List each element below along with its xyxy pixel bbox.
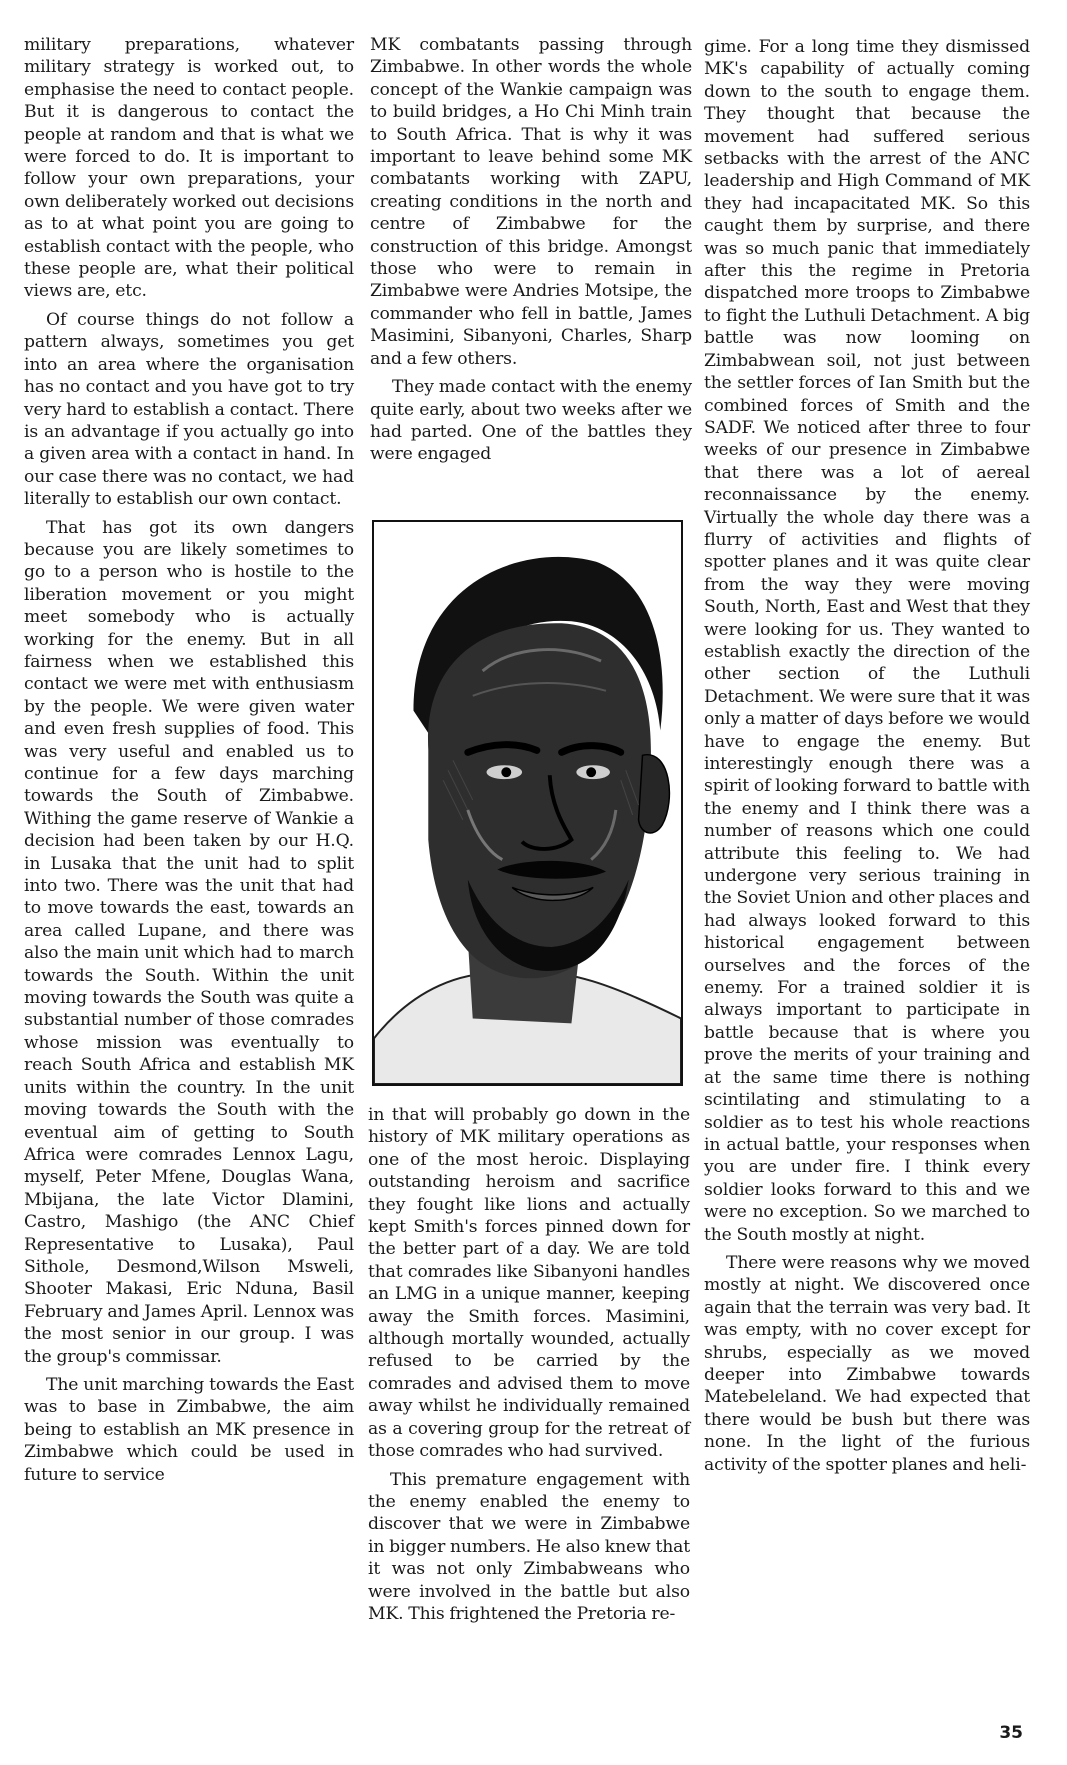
paragraph: There were reasons why we moved mostly at night. We discovered once again that the terrain was very bad. It was empty, with no cover except for shrubs, especially as we moved deeper into Zimbabwe towards Matebeleland. We had expected that there would be bush but there was none. In the light of the furious activity of the spotter planes and heli- [704, 1252, 1030, 1475]
paragraph: The unit marching towards the East was to base in Zimbabwe, the aim being to establish an MK presence in Zimbabwe which could be used in future to service [24, 1374, 354, 1485]
paragraph: military preparations, whatever military strategy is worked out, to emphasise the need to contact people. But it is dangerous to contact the people at random and that is what we were forced to do. It is important to follow your own preparations, your own deliberately worked out decisions as to at what point you are going to establish contact with the people, who these people are, what their political views are, etc. [24, 35, 354, 302]
text-column-left [24, 34, 354, 1486]
portrait-drawing [374, 522, 681, 1084]
page-number: 35 [999, 1723, 1023, 1743]
paragraph: MK combatants passing through Zimbabwe. In other words the whole concept of the Wankie campaign was to build bridges, a Ho Chi Minh train to South Africa. That is why it was important to leave behind some MK combatants working with ZAPU, creating conditions in the north and centre of Zimbabwe for the construction of this bridge. Amongst those who were to remain in Zimbabwe were Andries Motsipe, the commander who fell in battle, James Masimini, Sibanyoni, Charles, Sharp and a few others. [370, 35, 692, 369]
paragraph: gime. For a long time they dismissed MK's capability of actually coming down to the south to engage them. They thought that because the movement had suffered serious setbacks with the arrest of the ANC leadership and High Command of MK they had incapacitated MK. So this caught them by surprise, and there was so much panic that immediately after this the regime in Pretoria dispatched more troops to Zimbabwe to fight the Luthuli Detachment. A big battle was now looming on Zimbabwean soil, not just between the settler forces of Ian Smith but the combined forces of Smith and the SADF. We noticed after three to four weeks of our presence in Zimbabwe that there was a lot of aereal reconnaissance by the enemy. Virtually the whole day there was a flurry of activities and flights of spotter planes and it was quite clear from the way they were moving South, North, East and West that they were looking for us. They wanted to establish exactly the direction of the other section of the Luthuli Detachment. We were sure that it was only a matter of days before we would have to engage the enemy. But interestingly enough there was a spirit of looking forward to battle with the enemy and I think there was a number of reasons which one could attribute this feeling to. We had undergone very serious training in the Soviet Union and other places and had always looked forward to this historical engagement between ourselves and the forces of the enemy. For a trained soldier it is always important to participate in battle because that is where you prove the merits of your training and at the same time there is nothing scintilating and stimulating to a soldier as to test his whole reactions in actual battle, your responses when you are under fire. I think every soldier looks forward to this and we were no exception. So we marched to the South mostly at night. [704, 37, 1030, 1245]
paragraph: They made contact with the enemy quite early, about two weeks after we had parted. One of the battles they were engaged [370, 377, 692, 465]
portrait-photo [372, 520, 683, 1086]
paragraph: That has got its own dangers because you are likely sometimes to go to a person who is hostile to the liberation movement or you might meet somebody who is actually working for the enemy. But in all fairness when we established this contact we were met with enthusiasm by the people. We were given water and even fresh supplies of food. This was very useful and enabled us to continue for a few days marching towards the South of Zimbabwe. Withing the game reserve of Wankie a decision had been taken by our H.Q. in Lusaka that the unit had to split into two. There was the unit that had to move towards the east, towards an area called Lupane, and there was also the main unit which had to march towards the South. Within the unit moving towards the South was quite a substantial number of those comrades whose mission was eventually to reach South Africa and establish MK units within the country. In the unit moving towards the South with the eventual aim of getting to South Africa were comrades Lennox Lagu, myself, Peter Mfene, Douglas Wana, Mbijana, the late Victor Dlamini, Castro, Mashigo (the ANC Chief Representative to Lusaka), Paul Sithole, Desmond,Wilson Msweli, Shooter Makasi, Eric Nduna, Basil February and James April. Lennox was the most senior in our group. I was the group's commissar. [24, 517, 354, 1367]
paragraph: This premature engagement with the enemy enabled the enemy to discover that we were in Zimbabwe in bigger numbers. He also knew that it was not only Zimbabweans who were involved in the battle but also MK. This frightened the Pretoria re- [368, 1469, 690, 1624]
text-column-middle-bottom [368, 1104, 690, 1625]
paragraph: Of course things do not follow a pattern always, sometimes you get into an area where the organisation has no contact and you have got to try very hard to establish a contact. There is an advantage if you actually go into a given area with a contact in hand. In our case there was no contact, we had literally to establish our own contact. [24, 309, 354, 510]
paragraph: in that will probably go down in the history of MK military operations as one of the most heroic. Displaying outstanding heroism and sacrifice they fought like lions and actually kept Smith's forces pinned down for the better part of a day. We are told that comrades like Sibanyoni handles an LMG in a unique manner, keeping away the Smith forces. Masimini, although mortally wounded, actually refused to be carried by the comrades and advised them to move away whilst he individually remained as a covering group for the retreat of those comrades who had survived. [368, 1105, 690, 1462]
text-column-right [704, 36, 1030, 1476]
text-column-middle-top [370, 34, 692, 466]
